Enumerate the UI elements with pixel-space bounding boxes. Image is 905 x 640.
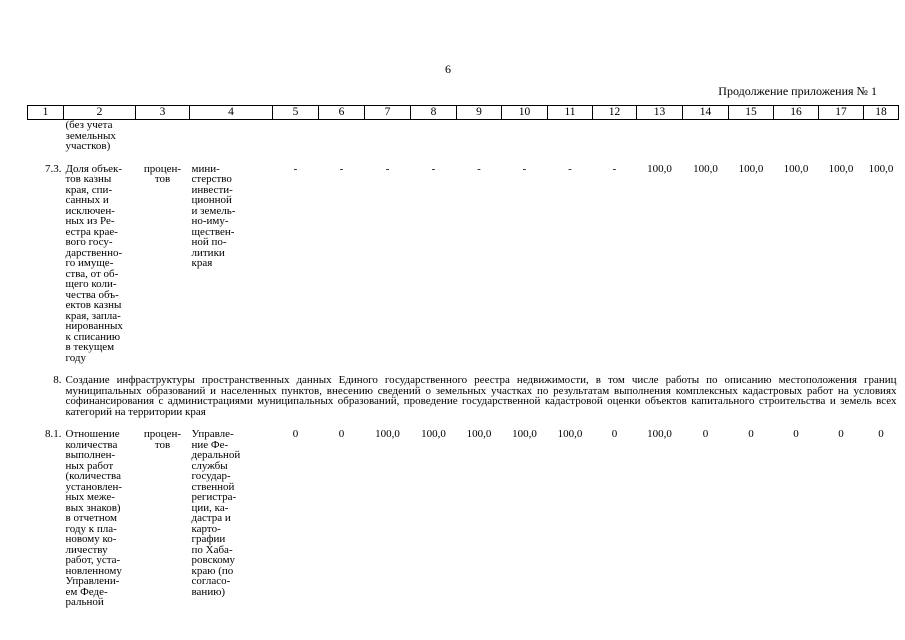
value-cell: 0 (702, 428, 709, 440)
value-cell: - (431, 162, 436, 175)
column-header: 8 (411, 106, 457, 120)
value-cell: 100,0 (828, 162, 854, 175)
indicator-name: Доля объек- тов казны края, спи- санных и исключен- ных из Ре- естра крае- вого госу- дарственно- го имуще- ства, от об- щего коли- чества объ- ектов казны края, запла- нированных к списанию в текущем году (65, 162, 123, 364)
value-cell: - (293, 162, 298, 175)
column-header: 3 (136, 106, 190, 120)
unit-cell: процен- тов (143, 162, 182, 185)
indicator-name: Отношение количества выполнен- ных работ (количества установлен- ных меже- вых знаков) в отчетном году к пла- новому ко- личеству работ, уста- новленному Управлени- ем Феде- ральной (65, 428, 123, 608)
value-cell: - (522, 162, 527, 175)
column-header: 6 (319, 106, 365, 120)
table-row-8-1 (28, 429, 899, 608)
value-cell: - (339, 162, 344, 175)
table-header-row (28, 106, 899, 120)
continuation-label: Продолжение приложения № 1 (718, 84, 877, 98)
value-cell: - (568, 162, 572, 175)
column-header: 18 (864, 106, 899, 120)
column-header: 12 (593, 106, 637, 120)
value-cell: 0 (748, 428, 754, 440)
unit-cell: процен- тов (143, 428, 182, 451)
column-header: 14 (683, 106, 729, 120)
carryover-row (28, 120, 899, 152)
value-cell: 100,0 (557, 428, 583, 440)
row-number: 8.1. (45, 428, 62, 440)
column-header: 5 (273, 106, 319, 120)
row-number: 7.3. (45, 162, 62, 175)
value-cell: 100,0 (375, 428, 400, 440)
value-cell: 100,0 (693, 162, 718, 175)
responsible-cell: Управле- ние Фе- деральной службы государ- ственной регистра- ции, ка- дастра и карто- графии по Хаба- ровскому краю (по согласо- ванию) (191, 428, 241, 598)
value-cell: 100,0 (647, 162, 672, 175)
column-header: 2 (64, 106, 136, 120)
indicators-table (27, 105, 899, 608)
value-cell: - (477, 162, 481, 175)
value-cell: 100,0 (647, 428, 672, 440)
value-cell: - (612, 162, 617, 175)
column-header: 7 (365, 106, 411, 120)
value-cell: 100,0 (868, 162, 894, 175)
column-header: 16 (774, 106, 819, 120)
section-title: Создание инфраструктуры пространственных данных Единого государственного реестра недвижимости, в том числе работы по описанию местоположения границ муниципальных образований и населенных пунктов, внесению сведений о земельных участках по результатам выполнения комплексных кадастровых работ на условиях софинансирования с администрациями муниципальных образований, проведение государственной кадастровой оценки объектов капитального строительства и земель всех категорий на территории края (65, 374, 897, 418)
table-row-7-3 (28, 164, 899, 364)
value-cell: - (385, 162, 390, 175)
column-header: 10 (502, 106, 548, 120)
column-header: 11 (548, 106, 593, 120)
value-cell: 100,0 (783, 162, 809, 175)
value-cell: 0 (838, 428, 844, 440)
column-header: 9 (457, 106, 502, 120)
column-header: 4 (190, 106, 273, 120)
column-header: 13 (637, 106, 683, 120)
value-cell: 0 (793, 428, 799, 440)
column-header: 1 (28, 106, 64, 120)
section-row-8 (28, 375, 899, 417)
value-cell: 0 (338, 428, 345, 440)
column-header: 15 (729, 106, 774, 120)
column-header: 17 (819, 106, 864, 120)
value-cell: 100,0 (512, 428, 537, 440)
value-cell: 0 (292, 428, 299, 440)
responsible-cell: мини- стерство инвести- ционной и земель- но-иму- ществен- ной по- литики края (191, 162, 236, 269)
value-cell: 0 (878, 428, 884, 440)
value-cell: 100,0 (421, 428, 446, 440)
section-number: 8. (53, 374, 62, 386)
value-cell: 100,0 (738, 162, 764, 175)
page-number: 6 (445, 62, 451, 76)
value-cell: 0 (611, 428, 618, 440)
value-cell: 100,0 (466, 428, 492, 440)
carryover-text: (без учета земельных участков) (65, 119, 116, 152)
